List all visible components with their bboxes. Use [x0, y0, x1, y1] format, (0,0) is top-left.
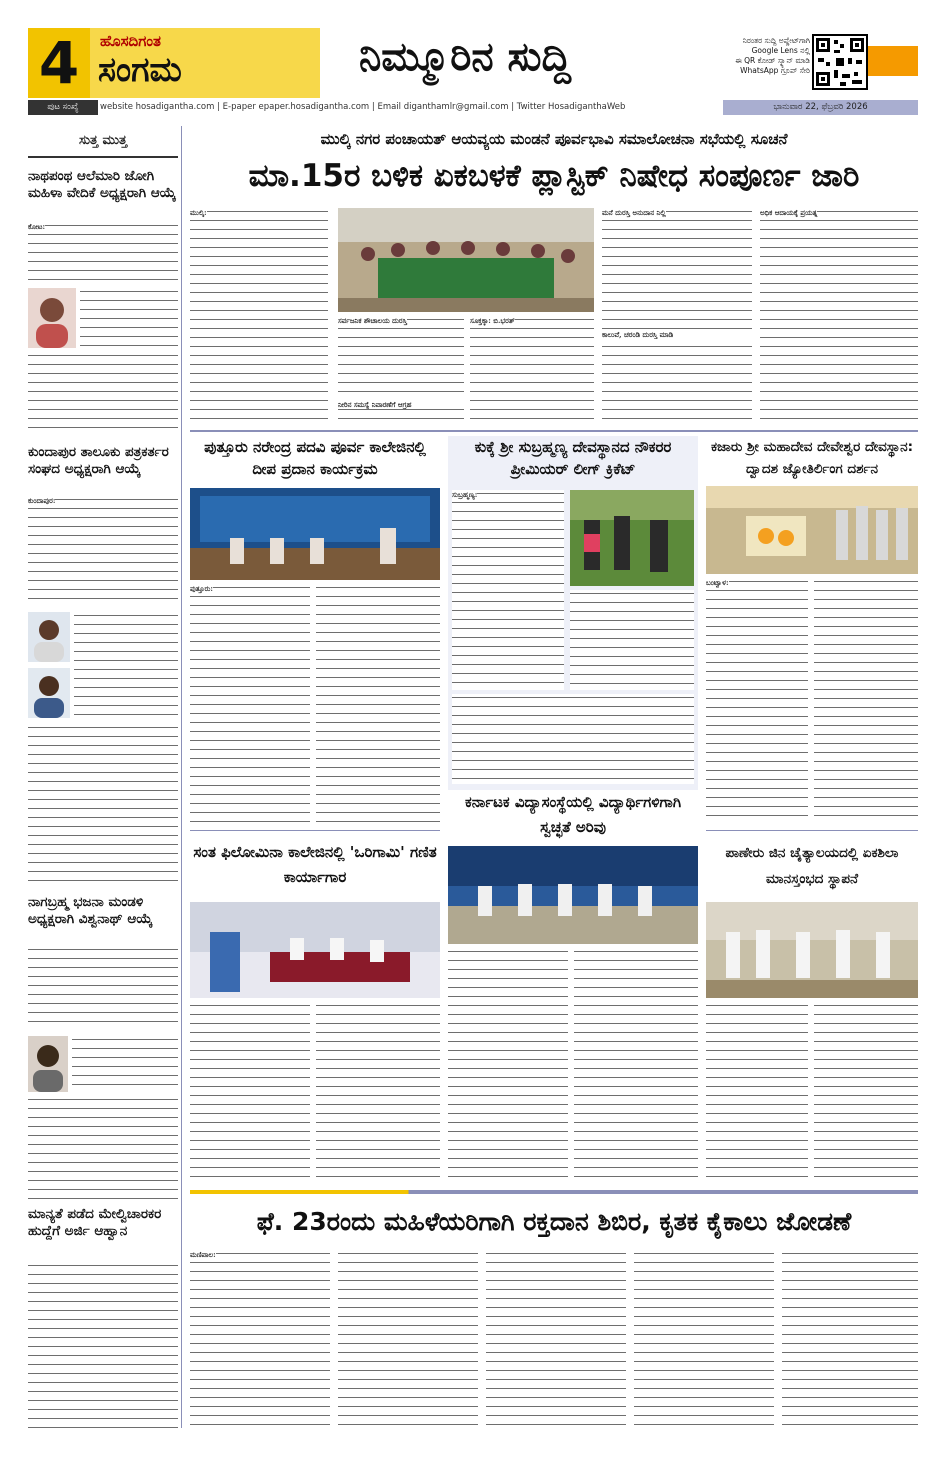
dateline-kundapura: ಕುಂದಾಪುರ: [28, 496, 56, 505]
story-2-text-c [452, 694, 694, 784]
left-text-2b [74, 612, 178, 718]
story-7-text-4 [634, 1250, 774, 1428]
story-2-text-b [570, 590, 694, 690]
lead-text-col1 [190, 208, 328, 426]
left-headline-1: ನಾಥಪಂಥ ಆಲೆಮಾರಿ ಜೋಗಿ ಮಹಿಳಾ ವೇದಿಕೆ ಅಧ್ಯಕ್ಷರಾಗಿ ಆಯ್ಕೆ [28, 168, 177, 201]
story-5-text-a [190, 1002, 310, 1184]
story-2-text-a [452, 490, 564, 690]
story-7-text-2 [338, 1250, 478, 1428]
brand-top: ಹೊಸದಿಗಂತ [100, 32, 161, 50]
story-5-photo [190, 902, 440, 998]
story-4-headline: ಕರ್ನಾಟಕ ವಿದ್ಯಾಸಂಸ್ಥೆಯಲ್ಲಿ ವಿದ್ಯಾರ್ಥಿಗಳಿಗಾಗಿ ಸ್ವಚ್ಛತೆ ಅರಿವು [448, 790, 698, 842]
left-text-1c [28, 352, 178, 436]
dateline-bantwal: ಬಂಟ್ವಾಳ: [706, 578, 729, 587]
dateline-subrahmanya: ಸುಬ್ರಹ್ಮಣ್ಯ: [452, 490, 478, 499]
story-1-text-a [190, 584, 310, 824]
story-1-headline: ಪುತ್ತೂರು ನರೇಂದ್ರ ಪದವಿ ಪೂರ್ವ ಕಾಲೇಜಿನಲ್ಲಿ ದೀಪ ಪ್ರದಾನ ಕಾರ್ಯಕ್ರಮ [204, 438, 426, 478]
dateline-mulki: ಮುಲ್ಕಿ: [190, 208, 207, 217]
lead-sub-5: ಅಧಿಕ ಆದಾಯಕ್ಕೆ ಪ್ರಯತ್ನ [760, 208, 818, 217]
left-headline-4: ಮಾನ್ಯತೆ ಪಡೆದ ಮೇಲ್ವಿಚಾರಕರ ಹುದ್ದೆಗೆ ಅರ್ಜಿ ಆಹ್ವಾನ [28, 1206, 162, 1239]
dateline-manipal: ಮಣಿಪಾಲ: [190, 1250, 216, 1259]
story-7-text-5 [782, 1250, 918, 1428]
portrait-4 [28, 1036, 68, 1092]
qr-note-3: ಈ QR ಕೋಡ್ ಸ್ಕ್ಯಾನ್ ಮಾಡಿ [735, 56, 810, 65]
orange-tag [868, 46, 918, 76]
qr-code-icon[interactable] [812, 34, 868, 90]
qr-note-4: WhatsApp ಗ್ರೂಪ್ ಸೇರಿ [740, 66, 810, 75]
story-7-text-3 [486, 1250, 626, 1428]
issue-date: ಭಾನುವಾರ 22, ಫೆಬ್ರವರಿ 2026 [723, 100, 918, 115]
left-text-4 [28, 1262, 178, 1428]
qr-note-1: ನಿರಂತರ ಸುದ್ದಿ ಅಪ್ಡೇಟ್‌ಗಾಗಿ [742, 36, 810, 45]
lead-text-col3 [470, 316, 594, 426]
qr-note [670, 36, 810, 76]
brand-main: ಸಂಗಮ [98, 50, 182, 90]
story-6-text-a [706, 1002, 808, 1184]
lead-text-col5 [760, 208, 918, 426]
story-5-headline: ಸಂತ ಫಿಲೋಮಿನಾ ಕಾಲೇಜಿನಲ್ಲಿ 'ಒರಿಗಾಮಿ' ಗಣಿತ ಕಾರ್ಯಾಗಾರ [193, 843, 437, 886]
lead-photo [338, 208, 594, 312]
story-3-text-a [706, 578, 808, 824]
story-3-photo [706, 486, 918, 574]
row2-divider-a [190, 830, 440, 831]
portrait-2 [28, 612, 70, 662]
left-headline-2: ಕುಂದಾಪುರ ತಾಲೂಕು ಪತ್ರಕರ್ತರ ಸಂಘದ ಅಧ್ಯಕ್ಷರಾಗಿ ಆಯ್ಕೆ [28, 444, 169, 477]
left-section-header [28, 126, 178, 158]
epaper-link[interactable]: E-paper epaper.hosadigantha.com [222, 102, 370, 112]
story-3-headline: ಕಜಾರು ಶ್ರೀ ಮಹಾದೇವ ದೇವೇಶ್ವರ ದೇವಸ್ಥಾನ: ದ್ವಾದಶ ಜ್ಯೋತಿರ್ಲಿಂಗ ದರ್ಶನ [710, 439, 914, 477]
page-number: 4 [28, 28, 90, 98]
info-links: website hosadigantha.com | E-paper epaper.hosadigantha.com | Email diganthamlr@gmail.com | Twitter HosadiganthaWeb [100, 102, 626, 112]
paper-title: ನಿಮ್ಮೂರಿನ ಸುದ್ದಿ [359, 34, 571, 80]
left-headline-3: ನಾಗಬ್ರಹ್ಮ ಭಜನಾ ಮಂಡಳಿ ಅಧ್ಯಕ್ಷರಾಗಿ ವಿಶ್ವನಾಥ್ ಆಯ್ಕೆ [28, 894, 153, 927]
lead-sub-1: ಸರ್ವಜನಿಕ ಶೌಚಾಲಯ ದುರಸ್ತಿ [338, 316, 407, 325]
dateline-kota: ಕೋಟ: [28, 222, 46, 231]
lead-sub-2: ನೀರಿನ ಸಮಸ್ಯೆ ನಿವಾರಣೆಗೆ ಆಗ್ರಹ [338, 400, 464, 409]
lead-kicker: ಮುಲ್ಕಿ ನಗರ ಪಂಚಾಯತ್ ಆಯವ್ಯಯ ಮಂಡನೆ ಪೂರ್ವಭಾವಿ ಸಮಾಲೋಚನಾ ಸಭೆಯಲ್ಲಿ ಸೂಚನೆ [320, 130, 788, 148]
email-link[interactable]: Email diganthamlr@gmail.com [377, 102, 509, 112]
website-link[interactable]: website hosadigantha.com [100, 102, 215, 112]
left-text-2c [28, 724, 178, 886]
story-7-text-1 [190, 1250, 330, 1428]
left-text-1a [28, 222, 178, 284]
page-label: ಪುಟ ಸಂಖ್ಯೆ [28, 100, 98, 115]
story-6-photo [706, 902, 918, 998]
story-6-headline: ಪಾಣೇರು ಜಿನ ಚೈತ್ಯಾಲಯದಲ್ಲಿ ಏಕಶಿಲಾ ಮಾನಸ್ತಂಭದ ಸ್ಥಾಪನೆ [725, 845, 899, 887]
left-text-2a [28, 496, 178, 606]
column-divider [181, 126, 182, 1428]
row2-divider-c [706, 830, 918, 831]
story-2-headline: ಕುಕ್ಕೆ ಶ್ರೀ ಸುಬ್ರಹ್ಮಣ್ಯ ದೇವಸ್ಥಾನದ ನೌಕರರ ಪ್ರೀಮಿಯರ್ ಲೀಗ್ ಕ್ರಿಕೆಟ್ [474, 438, 672, 478]
story-2-photo [570, 490, 694, 586]
lead-sub-3: ಮನೆ ದುರಸ್ತಿ ಅನುದಾನ ನಿಲ್ಲಿ [602, 208, 666, 217]
dateline-puttur: ಪುತ್ತೂರು: [190, 584, 213, 593]
story-4-text-a [448, 948, 568, 1184]
story-1-text-b [316, 584, 440, 824]
story-1-photo [190, 488, 440, 580]
lead-text-col4 [602, 208, 752, 426]
story-3-text-b [814, 578, 918, 824]
story-4-photo [448, 846, 698, 944]
lead-sub-4: ಕಾಲುವೆ, ಚರಂಡಿ ದುರಸ್ತಿ ಮಾಡಿ [602, 330, 752, 339]
left-text-3b [72, 1036, 178, 1092]
lead-text-col2 [338, 316, 464, 426]
portrait-1 [28, 288, 76, 348]
left-text-3a [28, 946, 178, 1030]
qr-note-2: Google Lens ನಲ್ಲಿ [751, 46, 810, 55]
bottom-rule [190, 1190, 918, 1194]
portrait-3 [28, 668, 70, 718]
story-7-headline: ಫೆ. 23ರಂದು ಮಹಿಳೆಯರಿಗಾಗಿ ರಕ್ತದಾನ ಶಿಬಿರ, ಕೃತಕ ಕೈಕಾಲು ಜೋಡಣೆ [256, 1207, 852, 1236]
story-5-text-b [316, 1002, 440, 1184]
left-text-3c [28, 1096, 178, 1200]
lead-divider [190, 430, 918, 432]
left-section-title: ಸುತ್ತ ಮುತ್ತ [78, 133, 128, 148]
lead-sub-6: ಸೂಕ್ತಕ್ಕಾ: ಬಿ.ಭರತ್ [470, 316, 515, 325]
left-text-1b [80, 288, 178, 348]
twitter-link[interactable]: Twitter HosadiganthaWeb [516, 102, 626, 112]
lead-headline: ಮಾ.15ರ ಬಳಿಕ ಏಕಬಳಕೆ ಪ್ಲಾಸ್ಟಿಕ್ ನಿಷೇಧ ಸಂಪೂರ್ಣ ಜಾರಿ [248, 158, 860, 194]
story-4-text-b [574, 948, 698, 1184]
story-6-text-b [814, 1002, 918, 1184]
